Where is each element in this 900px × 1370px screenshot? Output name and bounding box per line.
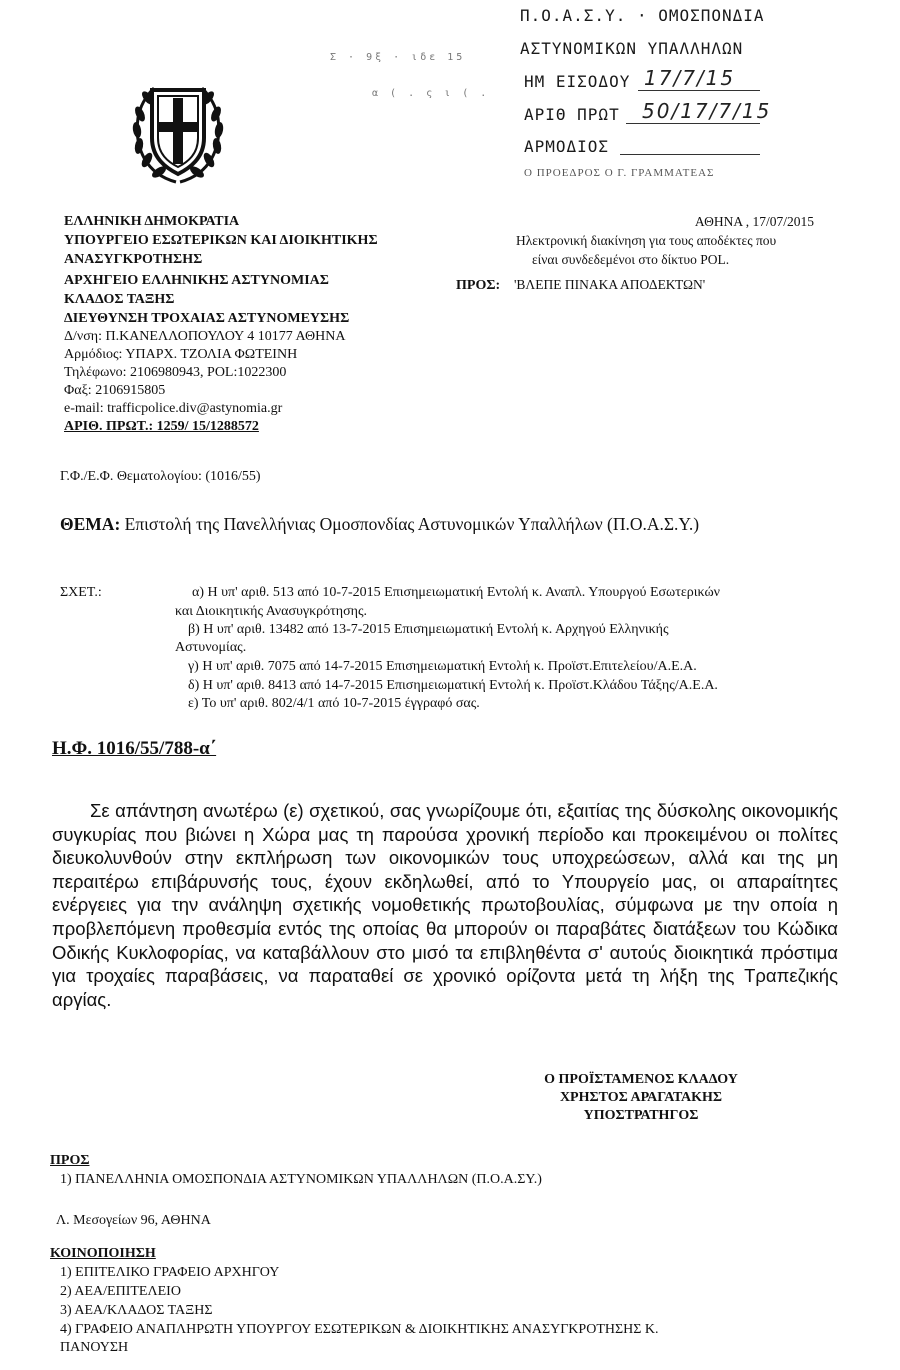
stamp-footer: Ο ΠΡΟΕΔΡΟΣ Ο Γ. ΓΡΑΜΜΑΤΕΑΣ [524,167,715,179]
stamp-protocol-rule [626,123,760,124]
subject-text: Επιστολή της Πανελλήνιας Ομοσπονδίας Αστυνομικών Υπαλλήλων (Π.Ο.Α.Σ.Υ.) [124,514,700,534]
cc-item-4-cont: ΠΑΝΟΥΣΗ [60,1340,129,1355]
cc-item-3: 3) ΑΕΑ/ΚΛΑΔΟΣ ΤΑΞΗΣ [60,1303,213,1318]
header-ministry: ΥΠΟΥΡΓΕΙΟ ΕΣΩΤΕΡΙΚΩΝ ΚΑΙ ΔΙΟΙΚΗΤΙΚΗΣ [64,233,378,248]
filing-code: Γ.Φ./Ε.Φ. Θεματολογίου: (1016/55) [60,469,261,484]
document-date: ΑΘΗΝΑ , 17/07/2015 [694,214,814,229]
header-ministry-cont: ΑΝΑΣΥΓΚΡΟΤΗΣΗΣ [64,252,203,267]
to-value: 'ΒΛΕΠΕ ΠΙΝΑΚΑ ΑΠΟΔΕΚΤΩΝ' [514,277,706,292]
header-responsible: Αρμόδιος: ΥΠΑΡΧ. ΤΖΟΛΙΑ ΦΩΤΕΙΝΗ [64,347,298,362]
stamp-line1: Π.Ο.Α.Σ.Υ. · ΟΜΟΣΠΟΝΔΙΑ [520,6,765,25]
letter-body: Σε απάντηση ανωτέρω (ε) σχετικού, σας γνωρίζουμε ότι, εξαιτίας της δύσκολης οικονομικής συγκυρίας που βιώνει η Χώρα μας τη παρούσα χρονική περίοδο και προκειμένου οι πολίτες διευκολυνθούν στην εκπλήρωση των οικονομικών τους υποχρεώσεων, αλλά και της μη περαιτέρω επιβάρυνσής τους, έχουν εκδηλωθεί, από το Υπουργείο μας, οι απαραίτητες ενέργειες για την ανάληψη σχετικής νομοθετικής πρωτοβουλίας, σύμφωνα με την οποία η προβλεπόμενη προθεσμία εντός της οποίας θα μπορούν οι παραβάτες διατάξεων του Κώδικα Οδικής Κυκλοφορίας, να καταβάλλουν στο μισό τα επιβληθέντα σ' αυτούς διοικητικά πρόστιμα για τροχαίες παραβάσεις, να παραταθεί σε χρονικό ορίζοντα μετά τη λήξη της Τραπεζικής αργίας. [52,800,838,1010]
header-address: Δ/νση: Π.ΚΑΝΕΛΛΟΠΟΥΛΟΥ 4 10177 ΑΘΗΝΑ [64,329,346,344]
to-label: ΠΡΟΣ: [456,278,501,293]
references-label: ΣΧΕΤ.: [60,585,102,600]
stamp-protocol-label: ΑΡΙΘ ΠΡΩΤ [524,105,620,124]
reference-b-line2: Αστυνομίας. [175,640,247,655]
signature-title: Ο ΠΡΟΪΣΤΑΜΕΝΟΣ ΚΛΑΔΟΥ [544,1072,738,1087]
header-protocol-text: ΑΡΙΘ. ΠΡΩΤ.: 1259/ 15/1288572 [64,419,259,434]
signature-rank: ΥΠΟΣΤΡΑΤΗΓΟΣ [583,1108,699,1123]
cc-label [50,1245,156,1263]
header-republic: ΕΛΛΗΝΙΚΗ ΔΗΜΟΚΡΑΤΙΑ [64,214,240,229]
recipients-label-text: ΠΡΟΣ [50,1153,90,1168]
header-fax: Φαξ: 2106915805 [64,383,166,398]
signature-block [516,1071,766,1125]
header-protocol [64,418,378,436]
reference-b-line1: β) Η υπ' αριθ. 13482 από 13-7-2015 Επισημειωματική Εντολή κ. Αρχηγού Ελληνικής [188,622,669,637]
recipients-label [50,1152,89,1170]
reference-a-line1: α) Η υπ' αριθ. 513 από 10-7-2015 Επισημειωματική Εντολή κ. Αναπλ. Υπουργού Εσωτερικών [192,585,720,600]
reference-a-line2: και Διοικητικής Ανασυγκρότησης. [175,604,368,619]
reception-stamp [520,6,780,186]
stamp-date-value: 17/7/15 [644,66,736,90]
header-phone: Τηλέφωνο: 2106980943, POL:1022300 [64,365,287,380]
stamp-date-rule [638,90,760,91]
faint-mark-line1: Σ · 9ξ · ιδε 15 [330,52,466,63]
electronic-note-line1: Ηλεκτρονική διακίνηση για τους αποδέκτες που [516,233,777,248]
cc-item-2: 2) ΑΕΑ/ΕΠΙΤΕΛΕΙΟ [60,1284,181,1299]
cc-item-4: 4) ΓΡΑΦΕΙΟ ΑΝΑΠΛΗΡΩΤΗ ΥΠΟΥΡΓΟΥ ΕΣΩΤΕΡΙΚΩΝ & ΔΙΟΙΚΗΤΙΚΗΣ ΑΝΑΣΥΓΚΡΟΤΗΣΗΣ Κ. [60,1322,659,1337]
subject-line [60,514,699,535]
header-directorate: ΔΙΕΥΘΥΝΣΗ ΤΡΟΧΑΙΑΣ ΑΣΤΥΝΟΜΕΥΣΗΣ [64,311,350,326]
reference-d: δ) Η υπ' αριθ. 8413 από 14-7-2015 Επισημειωματική Εντολή κ. Προϊστ.Κλάδου Τάξης/Α.Ε.Α. [188,678,718,693]
electronic-note-line2: είναι συνδεδεμένοι στο δίκτυο POL. [532,252,730,267]
header-hq: ΑΡΧΗΓΕΙΟ ΕΛΛΗΝΙΚΗΣ ΑΣΤΥΝΟΜΙΑΣ [64,273,329,288]
cc-label-text: ΚΟΙΝΟΠΟΙΗΣΗ [50,1246,156,1261]
cc-item-1: 1) ΕΠΙΤΕΛΙΚΟ ΓΡΑΦΕΙΟ ΑΡΧΗΓΟΥ [60,1265,280,1280]
coat-of-arms-icon [128,78,228,188]
file-code [52,738,216,760]
issuer-header [64,212,378,436]
signature-name: ΧΡΗΣΤΟΣ ΑΡΑΓΑΤΑΚΗΣ [559,1090,723,1105]
recipient-address: Λ. Μεσογείων 96, ΑΘΗΝΑ [56,1213,211,1228]
reference-c: γ) Η υπ' αριθ. 7075 από 14-7-2015 Επισημειωματική Εντολή κ. Προϊστ.Επιτελείου/Α.Ε.Α. [188,659,697,674]
faint-mark-line2: α ( . ς ι ( . [372,88,490,99]
header-branch: ΚΛΑΔΟΣ ΤΑΞΗΣ [64,292,175,307]
stamp-date-label: ΗΜ ΕΙΣΟΔΟΥ [524,72,631,91]
stamp-responsible-label: ΑΡΜΟΔΙΟΣ [524,137,610,156]
recipient-1: 1) ΠΑΝΕΛΛΗΝΙΑ ΟΜΟΣΠΟΝΔΙΑ ΑΣΤΥΝΟΜΙΚΩΝ ΥΠΑΛΛΗΛΩΝ (Π.Ο.Α.ΣΥ.) [60,1172,542,1187]
stamp-responsible-rule [620,154,760,155]
header-email: e-mail: trafficpolice.div@astynomia.gr [64,401,283,416]
stamp-protocol-value: 50/17/7/15 [642,99,772,123]
stamp-line2: ΑΣΤΥΝΟΜΙΚΩΝ ΥΠΑΛΛΗΛΩΝ [520,39,744,58]
subject-label: ΘΕΜΑ: [60,514,121,534]
file-code-text: Η.Φ. 1016/55/788-α΄ [52,738,217,759]
reference-e: ε) Το υπ' αριθ. 802/4/1 από 10-7-2015 έγγραφό σας. [188,696,480,711]
